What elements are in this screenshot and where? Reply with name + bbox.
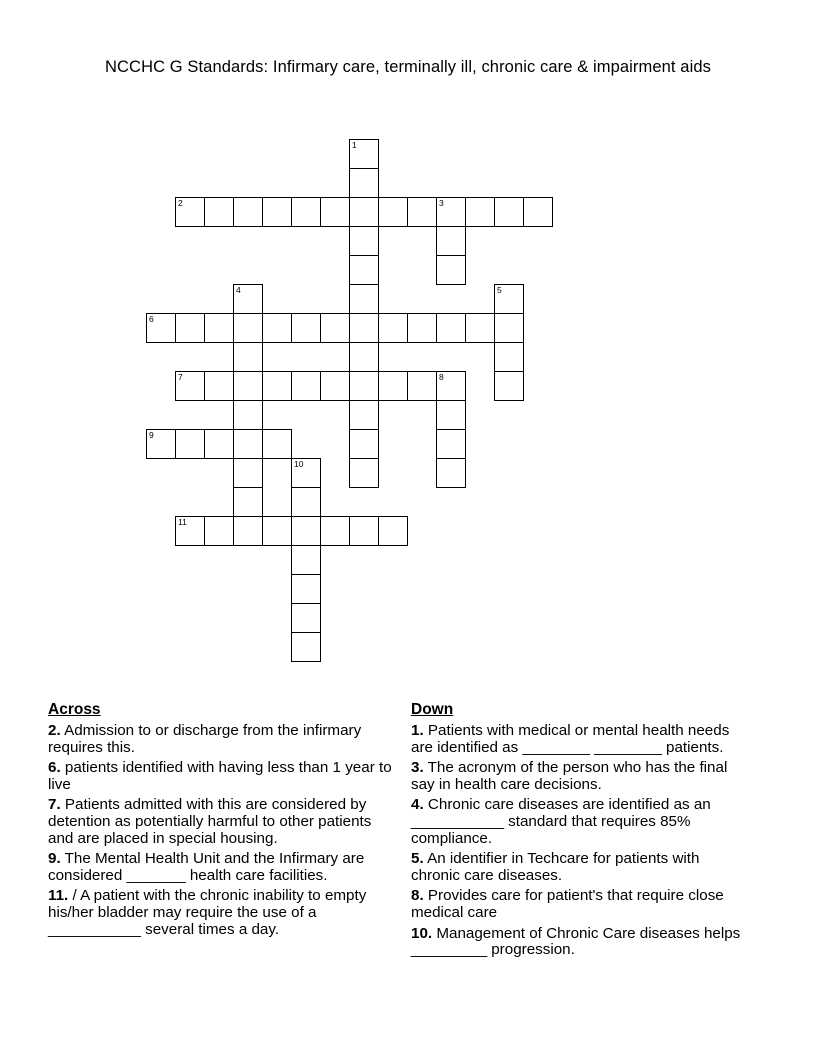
grid-cell[interactable]: [262, 197, 292, 227]
cell-number: 7: [178, 372, 183, 382]
across-clue-9: [48, 851, 398, 884]
grid-cell[interactable]: [494, 371, 524, 401]
grid-cell[interactable]: [204, 197, 234, 227]
grid-cell[interactable]: [494, 284, 524, 314]
grid-cell[interactable]: [349, 429, 379, 459]
grid-cell[interactable]: [436, 226, 466, 256]
grid-cell[interactable]: [291, 313, 321, 343]
grid-cell[interactable]: [291, 574, 321, 604]
grid-cell[interactable]: [349, 342, 379, 372]
grid-cell[interactable]: [436, 371, 466, 401]
down-clue-1: [411, 723, 751, 756]
grid-cell[interactable]: [291, 371, 321, 401]
grid-cell[interactable]: [378, 313, 408, 343]
clue-text: Patients with medical or mental health needs are identified as ________ ________ patients.: [411, 722, 730, 756]
across-clue-11: [48, 888, 398, 938]
down-clues: [411, 701, 751, 963]
grid-cell[interactable]: [465, 313, 495, 343]
grid-cell[interactable]: [349, 313, 379, 343]
grid-cell[interactable]: [349, 400, 379, 430]
grid-cell[interactable]: [233, 371, 263, 401]
grid-cell[interactable]: [233, 487, 263, 517]
grid-cell[interactable]: [291, 632, 321, 662]
grid-cell[interactable]: [378, 516, 408, 546]
grid-cell[interactable]: [291, 603, 321, 633]
down-clue-10: [411, 926, 751, 959]
cell-number: 11: [178, 517, 187, 527]
grid-cell[interactable]: [349, 458, 379, 488]
grid-cell[interactable]: [349, 139, 379, 169]
grid-cell[interactable]: [320, 516, 350, 546]
grid-cell[interactable]: [407, 197, 437, 227]
clue-number: 9.: [48, 850, 61, 868]
clue-number: 8.: [411, 887, 424, 905]
down-clue-4: [411, 797, 751, 847]
grid-cell[interactable]: [523, 197, 553, 227]
cell-number: 6: [149, 314, 154, 324]
down-clue-5: [411, 851, 751, 884]
grid-cell[interactable]: [494, 342, 524, 372]
grid-cell[interactable]: [233, 516, 263, 546]
clue-text: patients identified with having less than 1 year to live: [48, 759, 392, 793]
grid-cell[interactable]: [436, 458, 466, 488]
grid-cell[interactable]: [436, 255, 466, 285]
clue-text: An identifier in Techcare for patients with chronic care diseases.: [411, 850, 700, 884]
clue-text: Provides care for patient's that require close medical care: [411, 887, 724, 921]
grid-cell[interactable]: [407, 313, 437, 343]
grid-cell[interactable]: [233, 458, 263, 488]
grid-cell[interactable]: [349, 255, 379, 285]
clue-number: 10.: [411, 924, 433, 942]
grid-cell[interactable]: [204, 313, 234, 343]
grid-cell[interactable]: [349, 197, 379, 227]
grid-cell[interactable]: [436, 197, 466, 227]
grid-cell[interactable]: [436, 429, 466, 459]
grid-cell[interactable]: [175, 371, 205, 401]
grid-cell[interactable]: [291, 516, 321, 546]
grid-cell[interactable]: [349, 226, 379, 256]
clue-number: 6.: [48, 759, 61, 777]
clue-number: 11.: [48, 887, 69, 905]
down-clue-8: [411, 888, 751, 921]
cell-number: 1: [352, 140, 357, 150]
clue-number: 4.: [411, 796, 424, 814]
grid-cell[interactable]: [494, 197, 524, 227]
clue-number: 5.: [411, 850, 424, 868]
grid-cell[interactable]: [436, 400, 466, 430]
grid-cell[interactable]: [233, 284, 263, 314]
grid-cell[interactable]: [378, 197, 408, 227]
cell-number: 3: [439, 198, 444, 208]
down-heading: Down: [411, 701, 454, 718]
down-clue-3: [411, 760, 751, 793]
grid-cell[interactable]: [233, 400, 263, 430]
grid-cell[interactable]: [436, 313, 466, 343]
clue-text: Chronic care diseases are identified as an ___________ standard that requires 85% compliance.: [411, 796, 711, 847]
clue-text: Management of Chronic Care diseases helps _________ progression.: [411, 924, 741, 959]
grid-cell[interactable]: [349, 516, 379, 546]
across-clue-6: [48, 760, 398, 793]
clue-text: / A patient with the chronic inability to empty his/her bladder may require the use of a ___________ several times a day.: [48, 887, 367, 938]
cell-number: 10: [294, 459, 304, 469]
grid-cell[interactable]: [262, 516, 292, 546]
clue-number: 2.: [48, 722, 61, 739]
grid-cell[interactable]: [175, 197, 205, 227]
clue-number: 7.: [48, 796, 61, 814]
cell-number: 4: [236, 285, 241, 295]
grid-cell[interactable]: [320, 371, 350, 401]
grid-cell[interactable]: [291, 545, 321, 575]
clue-text: The Mental Health Unit and the Infirmary are considered _______ health care facilities.: [48, 850, 365, 884]
grid-cell[interactable]: [320, 197, 350, 227]
grid-cell[interactable]: [291, 197, 321, 227]
grid-cell[interactable]: [233, 197, 263, 227]
clue-number: 1.: [411, 722, 424, 739]
grid-cell[interactable]: [378, 371, 408, 401]
grid-cell[interactable]: [146, 313, 176, 343]
cell-number: 5: [497, 285, 502, 295]
grid-cell[interactable]: [320, 313, 350, 343]
grid-cell[interactable]: [233, 342, 263, 372]
across-clue-7: [48, 797, 398, 847]
grid-cell[interactable]: [349, 284, 379, 314]
grid-cell[interactable]: [494, 313, 524, 343]
grid-cell[interactable]: [233, 313, 263, 343]
grid-cell[interactable]: [204, 429, 234, 459]
grid-cell[interactable]: [204, 516, 234, 546]
grid-cell[interactable]: [262, 313, 292, 343]
across-clue-2: [48, 723, 398, 756]
grid-cell[interactable]: [262, 429, 292, 459]
clue-text: Admission to or discharge from the infirmary requires this.: [48, 722, 362, 756]
grid-cell[interactable]: [291, 487, 321, 517]
clue-text: Patients admitted with this are considered by detention as potentially harmful to other patients and are placed in special housing.: [48, 796, 372, 847]
cell-number: 2: [178, 198, 183, 208]
puzzle-title: NCCHC G Standards: Infirmary care, terminally ill, chronic care & impairment aids: [105, 58, 711, 76]
grid-cell[interactable]: [349, 168, 379, 198]
grid-cell[interactable]: [175, 313, 205, 343]
grid-cell[interactable]: [233, 429, 263, 459]
clue-text: The acronym of the person who has the final say in health care decisions.: [411, 759, 728, 793]
grid-cell[interactable]: [465, 197, 495, 227]
clue-number: 3.: [411, 759, 424, 777]
grid-cell[interactable]: [262, 371, 292, 401]
across-heading: Across: [48, 701, 101, 718]
grid-cell[interactable]: [175, 516, 205, 546]
grid-cell[interactable]: [291, 458, 321, 488]
grid-cell[interactable]: [204, 371, 234, 401]
grid-cell[interactable]: [146, 429, 176, 459]
cell-number: 9: [149, 430, 154, 440]
grid-cell[interactable]: [175, 429, 205, 459]
across-clues: [48, 701, 398, 942]
cell-number: 8: [439, 372, 444, 382]
grid-cell[interactable]: [349, 371, 379, 401]
grid-cell[interactable]: [407, 371, 437, 401]
